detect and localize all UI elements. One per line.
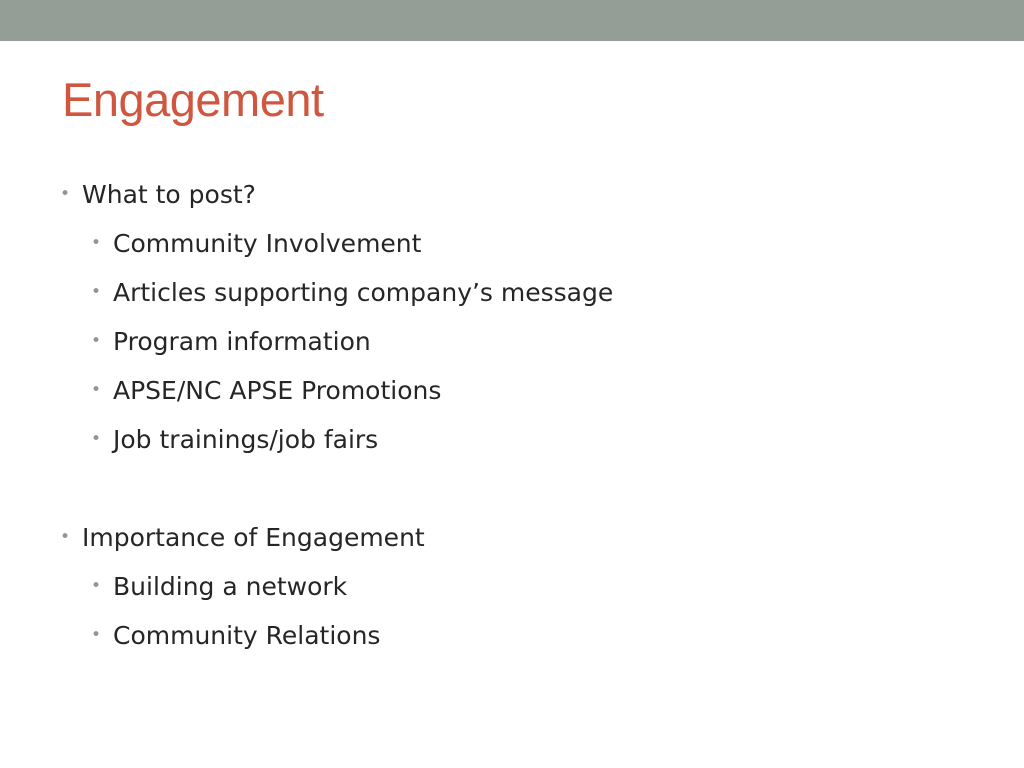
bullet-text: Building a network bbox=[113, 572, 348, 601]
bullet-text: Job trainings/job fairs bbox=[113, 425, 379, 454]
bullet-item-what-to-post bbox=[58, 170, 958, 219]
bullet-item-program-information bbox=[58, 317, 958, 366]
bullet-item-job-trainings bbox=[58, 415, 958, 464]
top-accent-bar bbox=[0, 0, 1024, 41]
bullet-item-community-involvement bbox=[58, 219, 958, 268]
bullet-item-building-network bbox=[58, 562, 958, 611]
bullet-item-community-relations bbox=[58, 611, 958, 660]
bullet-text: Importance of Engagement bbox=[82, 523, 425, 552]
bullet-text: What to post? bbox=[82, 180, 256, 209]
bullet-list bbox=[58, 170, 958, 660]
bullet-icon: • bbox=[91, 380, 102, 400]
bullet-text: Articles supporting company’s message bbox=[113, 278, 614, 307]
bullet-icon: • bbox=[91, 233, 102, 253]
bullet-text: Community Relations bbox=[113, 621, 381, 650]
bullet-icon: • bbox=[91, 331, 102, 351]
bullet-icon: • bbox=[60, 527, 71, 547]
slide-title: Engagement bbox=[62, 73, 324, 126]
bullet-icon: • bbox=[91, 282, 102, 302]
bullet-item-importance-of-engagement bbox=[58, 513, 958, 562]
bullet-text: Community Involvement bbox=[113, 229, 422, 258]
bullet-text: APSE/NC APSE Promotions bbox=[113, 376, 442, 405]
bullet-item-apse-promotions bbox=[58, 366, 958, 415]
bullet-text: Program information bbox=[113, 327, 371, 356]
bullet-item-articles bbox=[58, 268, 958, 317]
bullet-icon: • bbox=[91, 625, 102, 645]
bullet-icon: • bbox=[60, 184, 71, 204]
bullet-icon: • bbox=[91, 429, 102, 449]
bullet-icon: • bbox=[91, 576, 102, 596]
